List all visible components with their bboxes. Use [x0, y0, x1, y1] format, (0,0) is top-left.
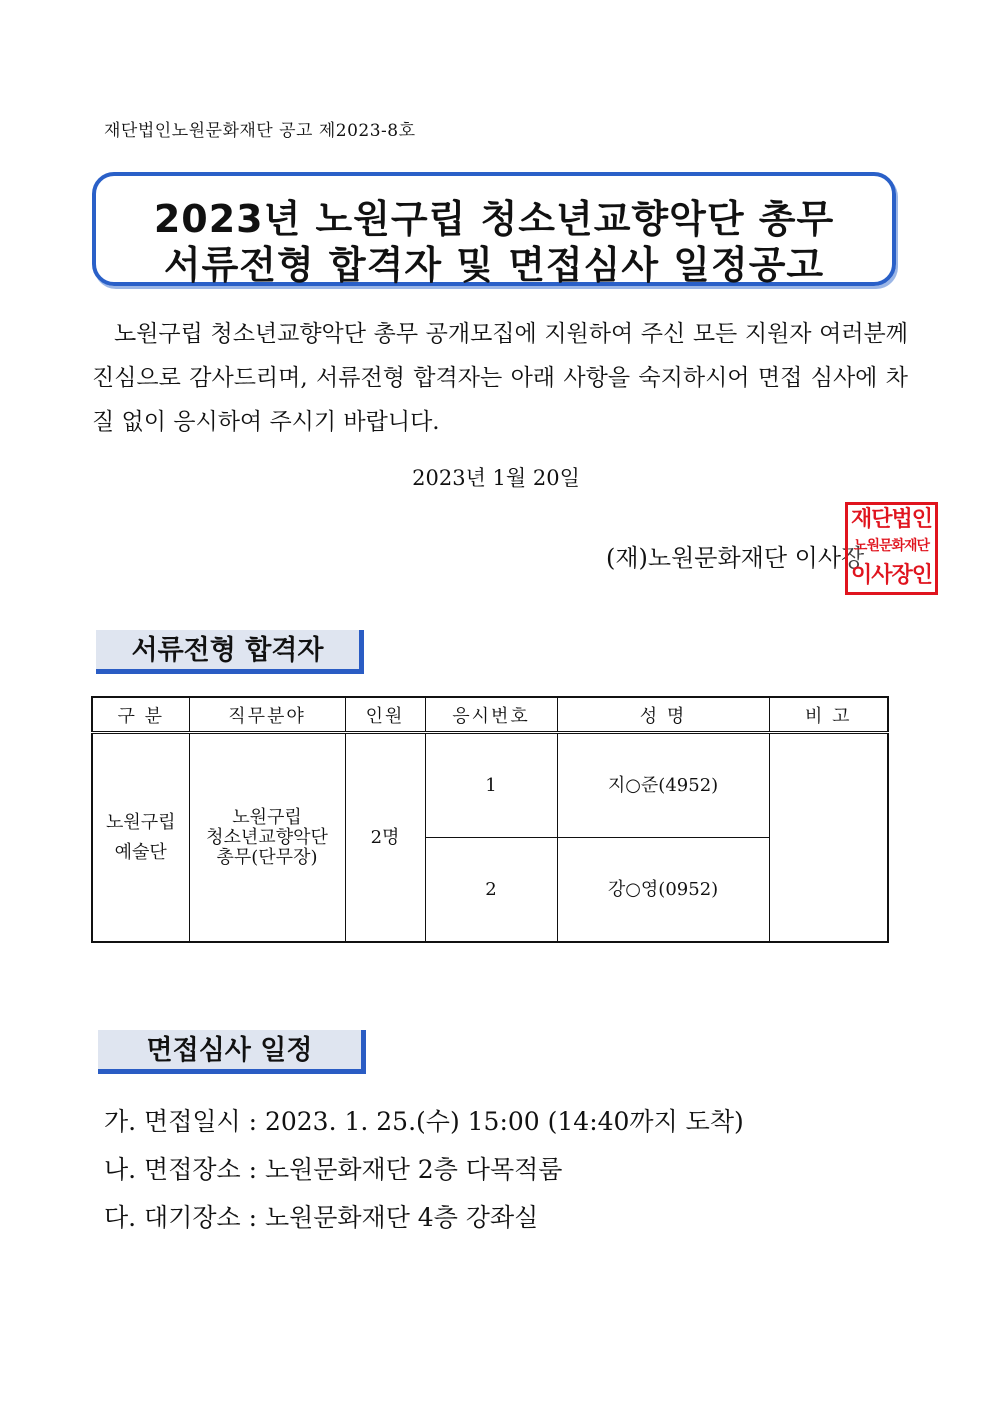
section-heading-document-screening: 서류전형 합격자 [96, 630, 364, 674]
title-line-2: 서류전형 합격자 및 면접심사 일정공고 [163, 243, 825, 287]
interview-schedule-list [104, 1098, 744, 1242]
official-seal-stamp [845, 502, 938, 595]
schedule-item-datetime: 가. 면접일시 : 2023. 1. 25.(수) 15:00 (14:40까지 도착) [104, 1107, 744, 1136]
cell-applicant-name: 강○영(0952) [557, 838, 769, 943]
cell-headcount: 2명 [345, 733, 425, 943]
screening-result-table [91, 696, 889, 943]
section-heading-interview-schedule: 면접심사 일정 [98, 1030, 366, 1074]
seal-text-row-1: 재단법인 [850, 507, 932, 532]
cell-applicant-name: 지○준(4952) [557, 733, 769, 838]
title-box [92, 172, 896, 286]
header-job-field: 직무분야 [189, 697, 345, 733]
header-remarks: 비 고 [769, 697, 888, 733]
intro-text: 노원구립 청소년교향악단 총무 공개모집에 지원하여 주신 모든 지원자 여러분께 진심으로 감사드리며, 서류전형 합격자는 아래 사항을 숙지하시어 면접 심사에 차질 없이 응시하여 주시기 바랍니다. [92, 321, 908, 435]
header-applicant-number: 응시번호 [425, 697, 557, 733]
notice-number: 재단법인노원문화재단 공고 제2023-8호 [104, 121, 416, 141]
issuer-name: (재)노원문화재단 이사장 [606, 544, 865, 572]
schedule-item-location: 나. 면접장소 : 노원문화재단 2층 다목적룸 [104, 1155, 563, 1184]
cell-applicant-number: 1 [425, 733, 557, 838]
seal-text-row-2: 노원문화재단 [853, 538, 930, 554]
cell-division: 노원구립 예술단 [92, 733, 189, 943]
table-row [92, 733, 888, 838]
seal-text-row-3: 이사장인 [850, 563, 932, 588]
cell-job-field: 노원구립 청소년교향악단 총무(단무장) [189, 733, 345, 943]
table-header-row [92, 697, 888, 733]
schedule-item-waiting-area: 다. 대기장소 : 노원문화재단 4층 강좌실 [104, 1203, 539, 1232]
header-headcount: 인원 [345, 697, 425, 733]
header-division: 구 분 [92, 697, 189, 733]
announcement-date: 2023년 1월 20일 [412, 466, 580, 490]
title-line-1: 2023년 노원구립 청소년교향악단 총무 [153, 197, 835, 241]
cell-remarks [769, 733, 888, 943]
header-name: 성 명 [557, 697, 769, 733]
cell-applicant-number: 2 [425, 838, 557, 943]
intro-paragraph [92, 312, 908, 444]
